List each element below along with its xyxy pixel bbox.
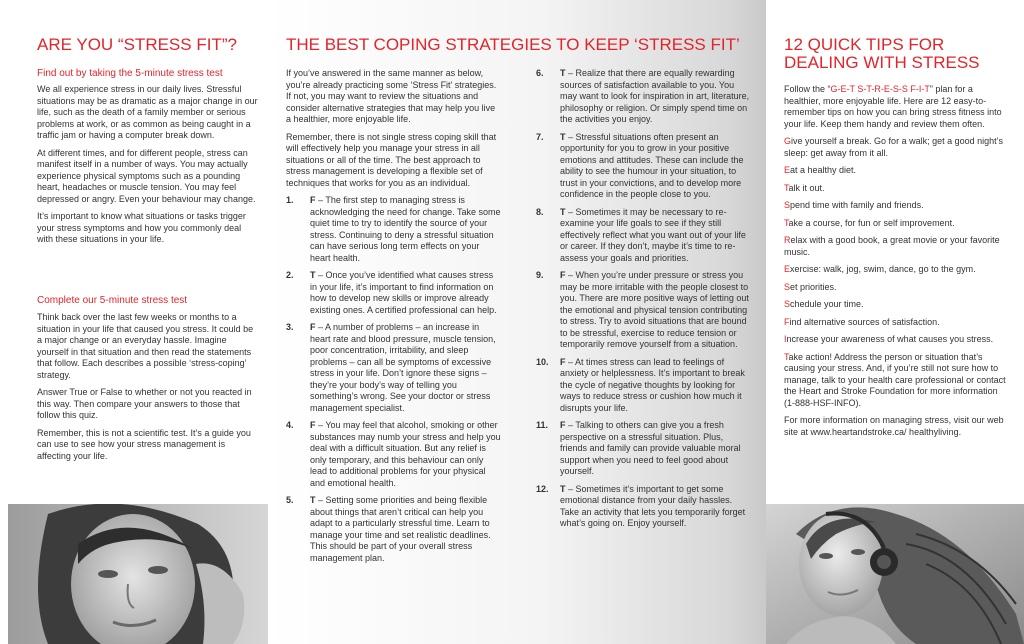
panel-coping-strategies [268, 0, 766, 644]
panel2-right-column [536, 68, 750, 536]
panel2-title: THE BEST COPING STRATEGIES TO KEEP ‘STRESS FIT’ [286, 35, 740, 54]
panel3-title: 12 QUICK TIPS FOR DEALING WITH STRESS [784, 35, 980, 72]
paragraph: Remember, this is not a scientific test. It’s a guide you can use to see how your stress management is affecting your life. [37, 427, 251, 461]
paragraph: It’s important to know what situations or tasks trigger your stress symptoms and how you commonly deal with these situations in your life. [37, 211, 246, 244]
list-item: 6. T – Realize that there are equally rewarding sources of satisfaction available to you. You may want to look for inspiration in art, literature, philosophy or religion. Or simply spend time on the activities you enjoy. [536, 68, 750, 124]
list-item: 11. F – Talking to others can give you a fresh perspective on a stressful situation. Plus, friends and family can provide valuable moral support when you need to feel good about yourself. [536, 420, 741, 476]
panel2-left-column [286, 68, 502, 570]
panel1-body-2 [37, 312, 259, 468]
answers-list-right [536, 68, 750, 530]
list-item: 10. F – At times stress can lead to feelings of anxiety or helplessness. It’s important to break the cycle of negative thoughts by looking for ways to reduce stress or cushion how much it disrupts your life. [536, 356, 745, 413]
panel1-body [37, 84, 259, 252]
tip-item: Exercise: walk, jog, swim, dance, go to the gym. [784, 264, 976, 274]
paragraph: If you’ve answered in the same manner as below, you’re already practicing some ‘Stress Fit’ strategies. If not, you may want to review the situations and consider alternative strategies that may help you live a healthier, more enjoyable life. [286, 68, 497, 124]
tip-item: Relax with a good book, a great movie or your favorite music. [784, 235, 1000, 257]
panel-quick-tips [766, 0, 1024, 644]
tip-item: Set priorities. [784, 281, 837, 292]
tip-item: Take a course, for fun or self improvement. [784, 217, 955, 228]
woman-thinking-photo [8, 504, 268, 644]
footer-text: For more information on managing stress, visit our web site at www.heartandstroke.ca/ healthyliving. [784, 415, 1004, 437]
list-item: 1. F – The first step to managing stress is acknowledging the need for change. Take some quiet time to try to identify the source of your stress. Continuing to deny a stressful situation can have serious long term effects on your heart health. [286, 195, 501, 263]
list-item: 7. T – Stressful situations often present an opportunity for you to grow in your positive emotions and attitudes. These can include the ability to see the humour in your situation, to trust in your convictions, and to develop more confidence in the people close to you. [536, 131, 744, 199]
answers-list-left [286, 195, 502, 564]
panel-stress-fit-intro [0, 0, 268, 644]
tips-intro: Follow the “G-E-T S-T-R-E-S-S F-I-T” plan for a healthier, more enjoyable life. Here are 12 easy-to-remember tips on how you can bring stress fitness into your life. Keep them handy and review them often. [784, 84, 1002, 129]
list-item: 9. F – When you’re under pressure or stress you may be more irritable with the people closest to you. There are more positive ways of letting out the emotional and physical tension contributing to stress. Try to avoid situations that are bound to be stressful, exercise to reduce tension or temporarily remove yourself from a situation. [536, 270, 749, 349]
panel1-subtitle: Find out by taking the 5-minute stress test [37, 68, 223, 79]
tip-item: Eat a healthy diet. [784, 165, 857, 175]
woman-headphones-photo [766, 504, 1024, 644]
tip-item: Give yourself a break. Go for a walk; get a good night’s sleep: get away from it all. [784, 136, 1003, 158]
panel1-title: ARE YOU “STRESS FIT”? [37, 35, 237, 54]
paragraph: Remember, there is not single stress coping skill that will effectively help you manage your stress in all situations or all of the time. The best approach to stress management is developing a flexible set of techniques that works for you as an individual. [286, 131, 497, 188]
paragraph: Answer True or False to whether or not you reacted in this way. Then compare your answers to those that follow this quiz. [37, 387, 252, 420]
tip-item: Schedule your time. [784, 299, 864, 309]
tip-item: Take action! Address the person or situation that’s causing your stress. And, if you’re still not sure how to manage, talk to your health care professional or contact the Heart and Stroke Foundation for more information (1-888-HSF-INFO). [784, 351, 1006, 408]
panel3-body [784, 84, 1009, 444]
tip-item: Increase your awareness of what causes you stress. [784, 334, 994, 344]
paragraph: Think back over the last few weeks or months to a situation in your life that caused you stress. It could be a major change or an everyday hassle. Imagine yourself in that situation and then read the statements that follow. Each describes a possible ‘stress-coping’ strategy. [37, 312, 254, 380]
list-item: 5. T – Setting some priorities and being flexible about things that aren’t critical can help you adapt to a particularly stressful time. Learn to manage your time and set realistic deadlines. This should be part of your overall stress management plan. [286, 495, 491, 563]
panel1-subtitle-2: Complete our 5-minute stress test [37, 295, 188, 306]
paragraph: At different times, and for different people, stress can manifest itself in a number of ways. You may actually experience physical symptoms such as a pounding heart, headaches or muscle tension. You may feel depressed or angry. Even your behaviour may change. [37, 147, 256, 204]
list-item: 2. T – Once you’ve identified what causes stress in your life, it’s important to find information on how to develop new skills or improve already existing ones. A certified professional can help. [286, 270, 497, 315]
list-item: 8. T – Sometimes it may be necessary to re-examine your life goals to see if they still effectively reflect what you want out of your life or career. If they don’t, maybe it’s time to re-assess your goals and priorities. [536, 206, 746, 263]
list-item: 12. T – Sometimes it’s important to get some emotional distance from your daily hassles. Take an activity that lets you temporarily forget what’s going on. Enjoy yourself. [536, 483, 746, 528]
tip-item: Spend time with family and friends. [784, 200, 924, 210]
paragraph: We all experience stress in our daily lives. Stressful situations may be as dramatic as a major change in our life, such as the death of a family member or serious problems at work, or as common as being caught in a traffic jam or having a computer break down. [37, 84, 258, 140]
tip-item: Find alternative sources of satisfaction. [784, 316, 940, 327]
tip-item: Talk it out. [784, 182, 825, 193]
list-item: 3. F – A number of problems – an increase in heart rate and blood pressure, muscle tension, poor concentration, irritability, and sleep problems – can all be symptoms of excessive stress in your life. Don’t ignore these signs – they’re your body’s way of telling you something’s wrong. See your doctor or stress management specialist. [286, 322, 496, 413]
list-item: 4. F – You may feel that alcohol, smoking or other substances may numb your stress and help you deal with a difficult situation. But any relief is only temporary, and this behaviour can only lead to additional problems for your physical and emotional health. [286, 420, 501, 488]
